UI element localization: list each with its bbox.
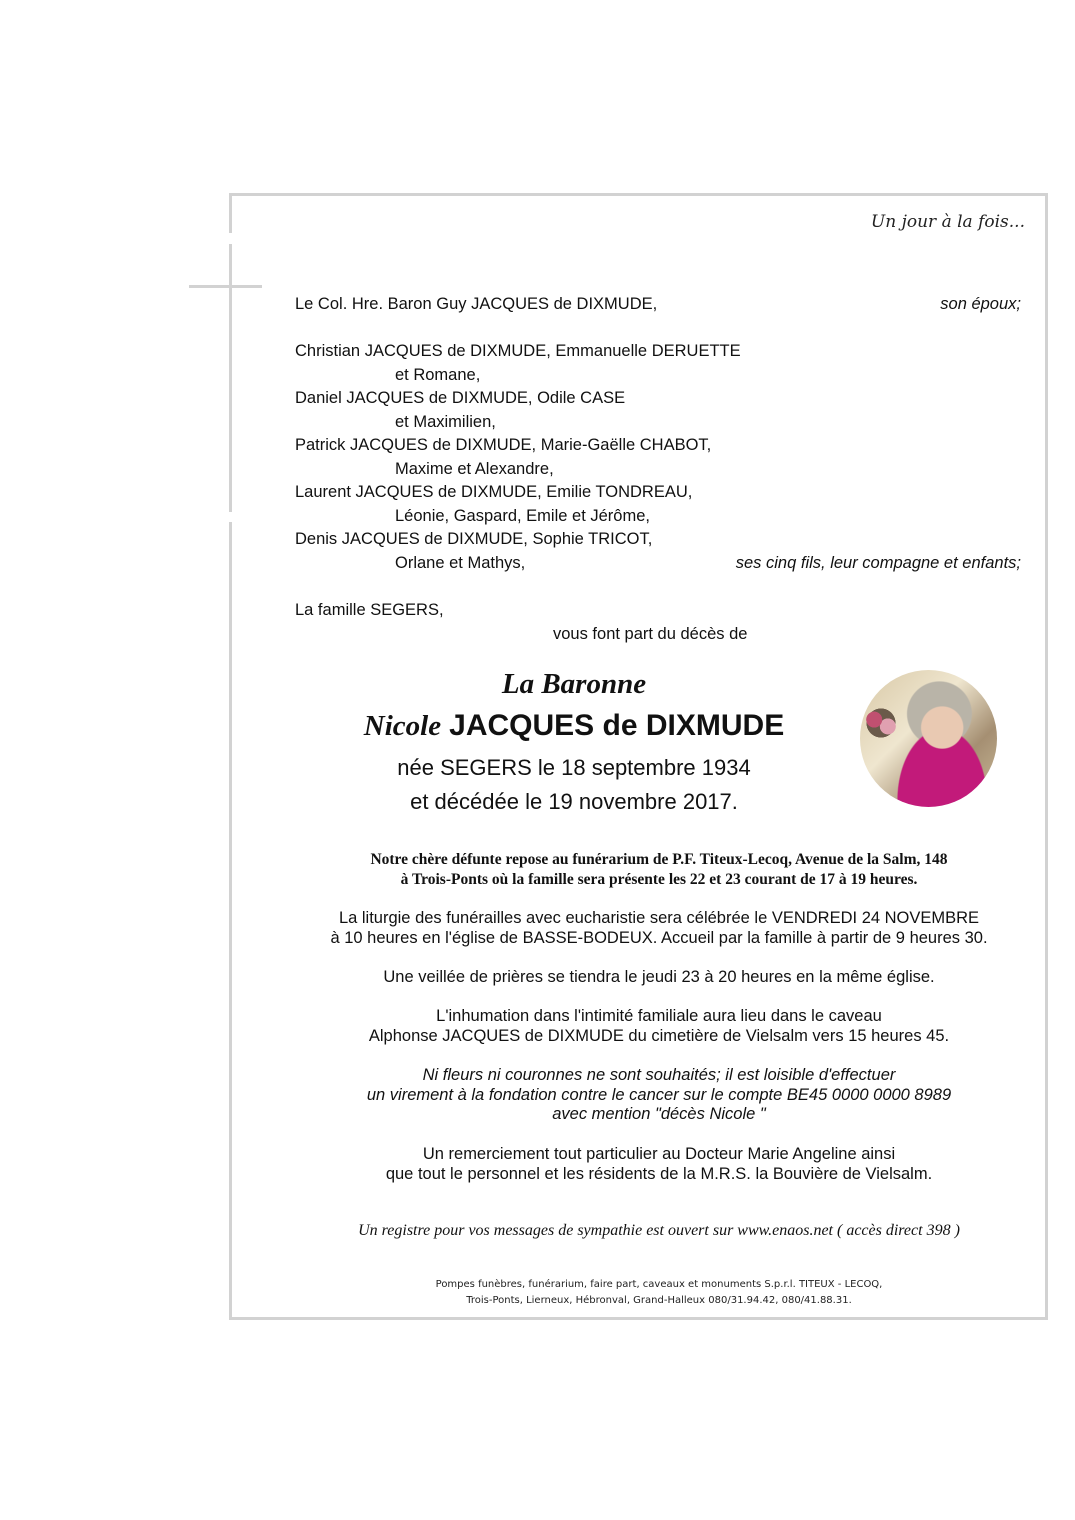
- motto: Un jour à la fois...: [870, 212, 1025, 232]
- thanks-line-2: que tout le personnel et les résidents de la M.R.S. la Bouvière de Vielsalm.: [385, 1165, 933, 1183]
- burial-line-1: L'inhumation dans l'intimité familiale aura lieu dans le caveau: [436, 1007, 882, 1025]
- son-1: Christian JACQUES de DIXMUDE, Emmanuelle DERUETTE: [295, 342, 741, 360]
- son-5-children: Orlane et Mathys,: [395, 554, 526, 572]
- rest-line-2: à Trois-Ponts où la famille sera présente les 22 et 23 courant de 17 à 19 heures.: [400, 871, 918, 888]
- sons-relation: ses cinq fils, leur compagne et enfants;: [735, 554, 1021, 572]
- announcement: vous font part du décès de: [553, 625, 748, 643]
- son-2-children: et Maximilien,: [395, 413, 496, 431]
- son-4-children: Léonie, Gaspard, Emile et Jérôme,: [395, 507, 650, 525]
- rest-line-1: Notre chère défunte repose au funérarium de P.F. Titeux-Lecoq, Avenue de la Salm, 148: [370, 851, 948, 868]
- flowers-line-1: Ni fleurs ni couronnes ne sont souhaités; il est loisible d'effectuer: [422, 1066, 896, 1084]
- deceased-died: et décédée le 19 novembre 2017.: [410, 789, 738, 814]
- deceased-name-line: [294, 709, 854, 743]
- liturgy-line-1: La liturgie des funérailles avec eucharistie sera célébrée le VENDREDI 24 NOVEMBRE: [338, 909, 980, 927]
- deceased-born: née SEGERS le 18 septembre 1934: [397, 755, 751, 780]
- liturgy-line-2: à 10 heures en l'église de BASSE-BODEUX. Accueil par la famille à partir de 9 heures 30.: [330, 929, 988, 947]
- deceased-photo: [860, 670, 997, 807]
- husband-relation: son époux;: [940, 295, 1021, 313]
- family-segers: La famille SEGERS,: [295, 601, 444, 619]
- deceased-last-name: JACQUES de DIXMUDE: [449, 709, 785, 742]
- deceased-title: La Baronne: [501, 668, 647, 700]
- register-notice: Un registre pour vos messages de sympathie est ouvert sur www.enaos.net ( accès direct 398 ): [358, 1222, 960, 1239]
- son-3: Patrick JACQUES de DIXMUDE, Marie-Gaëlle CHABOT,: [295, 436, 712, 454]
- footer-line-2: Trois-Ponts, Lierneux, Hébronval, Grand-Halleux 080/31.94.42, 080/41.88.31.: [466, 1295, 852, 1306]
- son-1-children: et Romane,: [395, 366, 481, 384]
- footer-line-1: Pompes funèbres, funérarium, faire part, caveaux et monuments S.p.r.l. TITEUX - LECOQ,: [435, 1279, 883, 1290]
- thanks-line-1: Un remerciement tout particulier au Docteur Marie Angeline ainsi: [422, 1145, 896, 1163]
- flowers-line-2: un virement à la fondation contre le cancer sur le compte BE45 0000 0000 8989: [366, 1086, 952, 1104]
- deceased-first-name: Nicole: [363, 710, 442, 742]
- vigil: Une veillée de prières se tiendra le jeudi 23 à 20 heures en la même église.: [383, 968, 935, 986]
- deceased-title-line: [294, 668, 854, 701]
- flowers-decoration: [864, 706, 898, 740]
- son-4: Laurent JACQUES de DIXMUDE, Emilie TONDREAU,: [295, 483, 693, 501]
- burial-line-2: Alphonse JACQUES de DIXMUDE du cimetière de Vielsalm vers 15 heures 45.: [368, 1027, 950, 1045]
- flowers-line-3: avec mention "décès Nicole ": [552, 1105, 766, 1123]
- cross-horizontal: [189, 285, 262, 288]
- husband-name: Le Col. Hre. Baron Guy JACQUES de DIXMUDE,: [295, 295, 658, 313]
- son-3-children: Maxime et Alexandre,: [395, 460, 554, 478]
- son-2: Daniel JACQUES de DIXMUDE, Odile CASE: [295, 389, 626, 407]
- son-5: Denis JACQUES de DIXMUDE, Sophie TRICOT,: [295, 530, 653, 548]
- frame-left-border: [229, 522, 232, 1320]
- cross-vertical-top: [229, 193, 232, 233]
